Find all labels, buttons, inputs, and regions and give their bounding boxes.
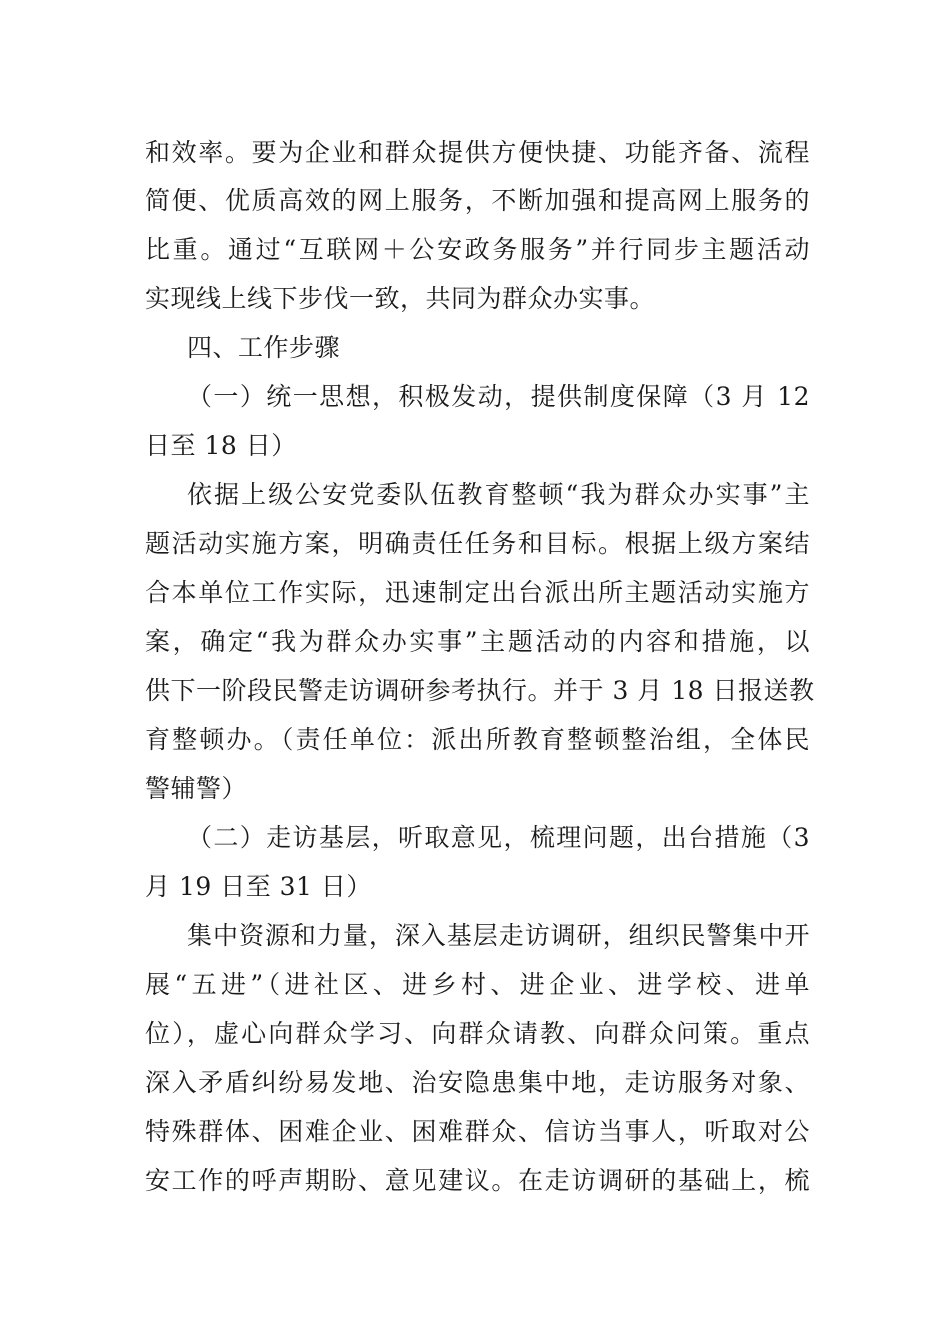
text-line: 实现线上线下步伐一致，共同为群众办实事。 xyxy=(145,284,656,313)
text-line: 位），虚心向群众学习、向群众请教、向群众问策。重点 xyxy=(145,1019,810,1048)
text-line: 案，确定“我为群众办实事”主题活动的内容和措施，以 xyxy=(145,627,810,656)
section-heading: 四、工作步骤 xyxy=(187,333,341,362)
subsection-heading: （一）统一思想，积极发动，提供制度保障（3 月 12 xyxy=(187,382,810,411)
subsection-heading-cont: 月 19 日至 31 日） xyxy=(145,872,372,901)
text-line: 和效率。要为企业和群众提供方便快捷、功能齐备、流程 xyxy=(145,138,810,167)
text-line: 特殊群体、困难企业、困难群众、信访当事人，听取对公 xyxy=(145,1117,810,1146)
text-line: 集中资源和力量，深入基层走访调研，组织民警集中开 xyxy=(187,921,810,950)
text-line: 警辅警） xyxy=(145,774,248,803)
text-line: 简便、优质高效的网上服务，不断加强和提高网上服务的 xyxy=(145,186,810,215)
text-line: 安工作的呼声期盼、意见建议。在走访调研的基础上，梳 xyxy=(145,1166,810,1195)
text-line: 育整顿办。（责任单位：派出所教育整顿整治组，全体民 xyxy=(145,725,810,754)
text-line: 深入矛盾纠纷易发地、治安隐患集中地，走访服务对象、 xyxy=(145,1068,810,1097)
text-line: 依据上级公安党委队伍教育整顿“我为群众办实事”主 xyxy=(187,480,810,509)
text-line: 合本单位工作实际，迅速制定出台派出所主题活动实施方 xyxy=(145,578,810,607)
subsection-heading-cont: 日至 18 日） xyxy=(145,431,297,460)
text-line: 比重。通过“互联网＋公安政务服务”并行同步主题活动 xyxy=(145,235,810,264)
text-line: 供下一阶段民警走访调研参考执行。并于 3 月 18 日报送教 xyxy=(145,676,815,705)
text-line: 展“五进”（进社区、进乡村、进企业、进学校、进单 xyxy=(145,970,810,999)
subsection-heading: （二）走访基层，听取意见，梳理问题，出台措施（3 xyxy=(187,823,810,852)
text-line: 题活动实施方案，明确责任任务和目标。根据上级方案结 xyxy=(145,529,810,558)
